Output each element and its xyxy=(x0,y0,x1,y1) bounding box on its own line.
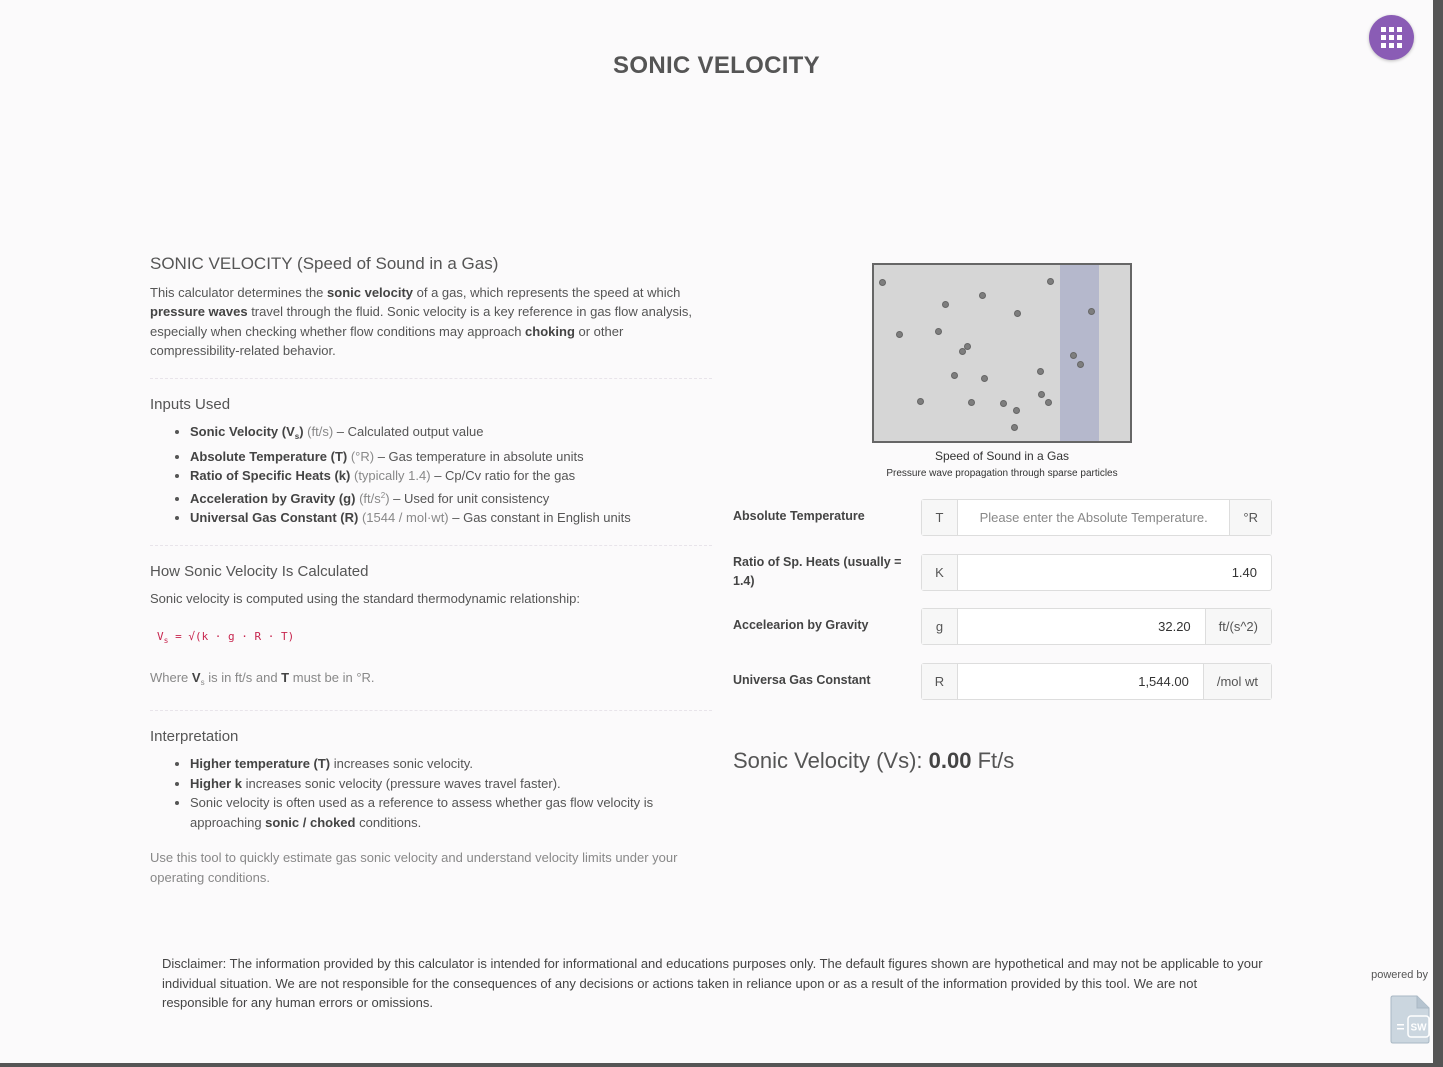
list-item: • Universal Gas Constant (R) (1544 / mol·wt) – Gas constant in English units xyxy=(190,508,712,528)
temperature-prefix: T xyxy=(922,500,958,535)
gravity-prefix: g xyxy=(922,609,958,644)
gas-constant-row xyxy=(733,663,1272,700)
list-item: • Sonic velocity is often used as a reference to assess whether gas flow velocity is approaching sonic / choked conditions. xyxy=(190,793,712,832)
inputs-list xyxy=(150,422,712,528)
gravity-label: Accelearion by Gravity xyxy=(733,618,869,632)
gravity-input[interactable]: 32.20 xyxy=(1158,619,1191,634)
gas-constant-unit: /mol wt xyxy=(1203,664,1271,699)
particle xyxy=(942,301,949,308)
outro-text: Use this tool to quickly estimate gas sonic velocity and understand velocity limits under your operating conditions. xyxy=(150,850,678,885)
particle xyxy=(1014,310,1021,317)
specific-heats-prefix: K xyxy=(922,555,958,590)
divider xyxy=(150,378,712,379)
window-frame-bottom xyxy=(0,1063,1443,1067)
divider xyxy=(150,710,712,711)
interp-heading: Interpretation xyxy=(150,727,239,745)
particle xyxy=(879,279,886,286)
temperature-label: Absolute Temperature xyxy=(733,509,865,523)
temperature-unit: °R xyxy=(1229,500,1271,535)
particle xyxy=(935,328,942,335)
list-item: • Acceleration by Gravity (g) $(ft/s^2)$ – Used for unit consistency xyxy=(190,486,712,509)
gravity-row xyxy=(733,608,1272,645)
result-display xyxy=(733,748,1014,774)
sound-wave-animation xyxy=(872,263,1132,443)
disclaimer-text: Disclaimer: The information provided by this calculator is intended for informational and educations purposes only. The default figures shown are hypothetical and may not be applicable to your individual situation. We are not responsible for the consequences of any decisions or actions taken in reliance upon or as a result of the information provided by this tool. We are not responsible for any human errors or omissions. xyxy=(162,956,1263,1010)
particle xyxy=(1000,400,1007,407)
particle xyxy=(1013,407,1020,414)
apps-menu-button[interactable] xyxy=(1369,15,1414,60)
particle xyxy=(959,348,966,355)
formula: $V_s = √(k \cdot g \cdot R \cdot T)$ xyxy=(157,629,295,645)
temperature-input[interactable]: Please enter the Absolute Temperature. xyxy=(979,510,1208,525)
list-item: • Higher k increases sonic velocity (pressure waves travel faster). xyxy=(190,774,712,794)
calc-heading: How Sonic Velocity Is Calculated xyxy=(150,562,369,580)
list-item: • Sonic Velocity $(V_s)$ (ft/s) – Calculated output value xyxy=(190,422,712,447)
specific-heats-input-group xyxy=(921,554,1272,591)
particle xyxy=(1038,391,1045,398)
gas-constant-input-group xyxy=(921,663,1272,700)
particle xyxy=(951,372,958,379)
divider xyxy=(150,545,712,546)
info-panel xyxy=(150,254,712,887)
where-text: Where $V_s$ is in ft/s and T must be in °R. xyxy=(150,670,375,687)
particle xyxy=(1037,368,1044,375)
particle xyxy=(1070,352,1077,359)
gravity-unit: ft/(s^2) xyxy=(1205,609,1271,644)
particle xyxy=(981,375,988,382)
specific-heats-input[interactable]: 1.40 xyxy=(1231,565,1257,580)
temperature-input-group xyxy=(921,499,1272,536)
temperature-row xyxy=(733,499,1272,536)
particle xyxy=(1045,399,1052,406)
result-label: Sonic Velocity (Vs): xyxy=(733,748,929,773)
page-title: SONIC VELOCITY xyxy=(613,52,820,79)
particle xyxy=(1077,361,1084,368)
particle xyxy=(917,398,924,405)
info-heading: SONIC VELOCITY (Speed of Sound in a Gas) xyxy=(150,254,499,273)
powered-by-label: powered by xyxy=(1371,969,1428,981)
pressure-wave-band xyxy=(1060,265,1099,441)
list-item: • Absolute Temperature (T) (°R) – Gas temperature in absolute units xyxy=(190,447,712,467)
apps-grid-icon xyxy=(1381,27,1402,48)
list-item: • Ratio of Specific Heats (k) (typically 1.4) – Cp/Cv ratio for the gas xyxy=(190,466,712,486)
inputs-heading: Inputs Used xyxy=(150,395,231,413)
specific-heats-row xyxy=(733,554,1272,591)
particle xyxy=(968,399,975,406)
particle xyxy=(896,331,903,338)
result-unit: Ft/s xyxy=(971,748,1015,773)
gas-constant-prefix: R xyxy=(922,664,958,699)
specific-heats-label: Ratio of Sp. Heats (usually = 1.4) xyxy=(733,555,902,588)
particle xyxy=(1088,308,1095,315)
calc-text: Sonic velocity is computed using the standard thermodynamic relationship: xyxy=(150,591,580,606)
gravity-input-group xyxy=(921,608,1272,645)
animation-subcaption: Pressure wave propagation through sparse particles xyxy=(886,468,1118,479)
intro-text: This calculator determines the sonic velocity of a gas, which represents the speed at which pressure waves travel through the fluid. Sonic velocity is a key reference in gas flow analysis, especially when checking whether flow conditions may approach choking or other compressibility-related behavior. xyxy=(150,284,692,358)
result-value: 0.00 xyxy=(928,748,972,773)
list-item: • Higher temperature (T) increases sonic velocity. xyxy=(190,754,712,774)
particle xyxy=(1047,278,1054,285)
animation-caption: Speed of Sound in a Gas xyxy=(934,449,1070,463)
sw-logo-text: SW xyxy=(1410,1022,1427,1034)
particle xyxy=(979,292,986,299)
sw-logo-icon[interactable] xyxy=(1389,995,1431,1045)
window-frame-right xyxy=(1433,0,1443,1067)
gas-constant-input[interactable]: 1,544.00 xyxy=(1138,674,1189,689)
particle xyxy=(1011,424,1018,431)
interp-list xyxy=(150,754,712,832)
gas-constant-label: Universa Gas Constant xyxy=(733,673,871,687)
